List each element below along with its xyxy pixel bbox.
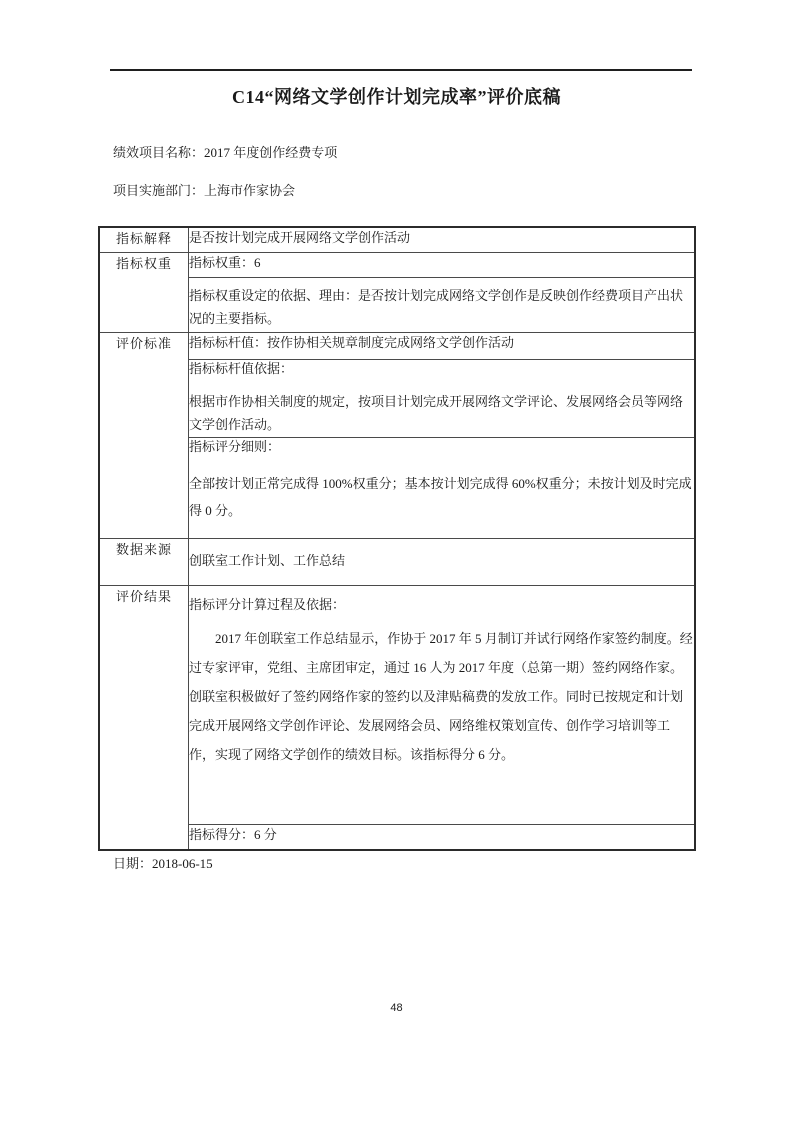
- meta-department: 项目实施部门：上海市作家协会: [113, 183, 296, 198]
- table-row: [99, 333, 695, 360]
- cell-scoring-rules: [189, 438, 696, 539]
- date-line: 日期：2018-06-15: [113, 856, 213, 871]
- scoring-process-body: 2017 年创联室工作总结显示，作协于 2017 年 5 月制订并试行网络作家签约制度。经过专家评审，党组、主席团审定，通过 16 人为 2017 年度（总第一期）签约网络作家。创联室积极做好了签约网络作家的签约以及津贴稿费的发放工作。同时已按规定和计划完成开展网络文学创作评论、发展网络会员、网络维权策划宣传、创作学习培训等工作，实现了网络文学创作的绩效目标。该指标得分 6 分。: [189, 631, 693, 762]
- table-row: [99, 586, 695, 825]
- row-label-data-source: 数据来源: [99, 539, 189, 586]
- page-title: C14“网络文学创作计划完成率”评价底稿: [232, 87, 561, 107]
- row-label-evaluation-criteria: 评价标准: [99, 333, 189, 539]
- scoring-rules-body: 全部按计划正常完成得 100%权重分；基本按计划完成得 60%权重分；未按计划及时完成得 0 分。: [189, 476, 692, 518]
- table-row: [99, 278, 695, 333]
- evaluation-table: [98, 226, 696, 851]
- cell-data-source: 创联室工作计划、工作总结: [189, 539, 696, 586]
- cell-scoring-process: [189, 586, 696, 825]
- benchmark-basis-heading: 指标标杆值依据：: [189, 361, 294, 376]
- title-rule: [110, 69, 692, 71]
- table-row: [99, 360, 695, 438]
- table-row: [99, 227, 695, 253]
- row-label-evaluation-result: 评价结果: [99, 586, 189, 851]
- meta-project-name: 绩效项目名称：2017 年度创作经费专项: [113, 145, 338, 160]
- table-row: [99, 539, 695, 586]
- table-row: [99, 825, 695, 851]
- page-number: 48: [390, 1002, 403, 1014]
- cell-indicator-weight-rationale: 指标权重设定的依据、理由：是否按计划完成网络文学创作是反映创作经费项目产出状况的主要指标。: [189, 278, 696, 333]
- scoring-process-heading: 指标评分计算过程及依据：: [189, 597, 346, 612]
- cell-benchmark-value: 指标标杆值：按作协相关规章制度完成网络文学创作活动: [189, 333, 696, 360]
- cell-indicator-explanation: 是否按计划完成开展网络文学创作活动: [189, 227, 696, 253]
- row-label-indicator-weight: 指标权重: [99, 253, 189, 333]
- scoring-rules-heading: 指标评分细则：: [189, 439, 281, 454]
- cell-indicator-score: 指标得分：6 分: [189, 825, 696, 851]
- cell-indicator-weight-value: 指标权重：6: [189, 253, 696, 278]
- table-row: [99, 438, 695, 539]
- table-row: [99, 253, 695, 278]
- cell-benchmark-basis: [189, 360, 696, 438]
- benchmark-basis-body: 根据市作协相关制度的规定，按项目计划完成开展网络文学评论、发展网络会员等网络文学创作活动。: [189, 394, 684, 432]
- row-label-indicator-explanation: 指标解释: [99, 227, 189, 253]
